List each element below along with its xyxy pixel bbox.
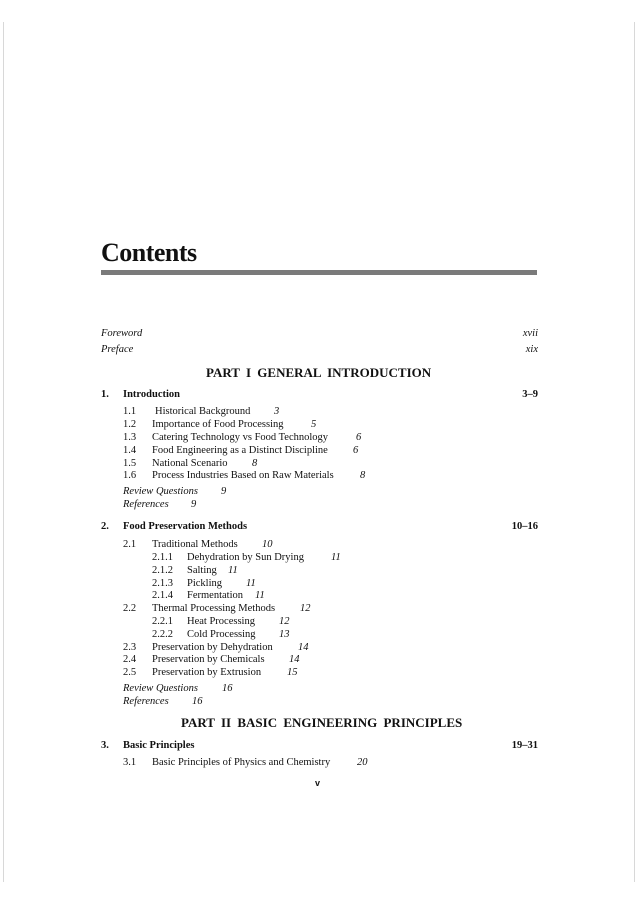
subsection-number: 2.1.2 (152, 565, 173, 576)
toc-foreword-label: Foreword (101, 328, 143, 339)
section-number: 1.1 (123, 406, 137, 417)
subsection-title: Fermentation (187, 590, 243, 601)
review-questions-page: 9 (221, 486, 227, 497)
subsection-page: 11 (246, 578, 256, 589)
part-1-heading: PART I GENERAL INTRODUCTION (206, 365, 432, 380)
subsection-number: 2.1.1 (152, 552, 173, 563)
section-number: 2.4 (123, 654, 137, 665)
subsection-number: 2.1.4 (152, 590, 173, 601)
toc-preface-page: xix (525, 344, 538, 355)
section-number: 1.4 (123, 445, 137, 456)
section-number: 3.1 (123, 757, 137, 768)
review-questions-label: Review Questions (123, 683, 198, 694)
review-questions-label: Review Questions (123, 486, 198, 497)
section-number: 2.1 (123, 539, 137, 550)
chapter-2-title: Food Preservation Methods (123, 521, 248, 532)
section-page: 3 (274, 406, 280, 417)
section-number: 2.2 (123, 603, 137, 614)
references-page: 9 (191, 499, 197, 510)
section-page: 14 (289, 654, 300, 665)
section-page: 6 (356, 432, 362, 443)
section-number: 1.5 (123, 458, 137, 469)
subsection-number: 2.2.1 (152, 616, 173, 627)
subsection-title: Pickling (187, 578, 223, 589)
chapter-1-title: Introduction (123, 389, 180, 400)
subsection-title: Heat Processing (187, 616, 255, 627)
chapter-3-number: 3. (101, 740, 109, 751)
chapter-3-title: Basic Principles (123, 740, 195, 751)
section-title: Importance of Food Processing (152, 419, 284, 430)
section-page: 15 (287, 667, 298, 678)
references-label: References (123, 696, 169, 707)
section-title: Basic Principles of Physics and Chemistry (152, 757, 331, 768)
title-rule (101, 270, 537, 275)
subsection-page: 11 (331, 552, 341, 563)
section-title: National Scenario (152, 458, 228, 469)
section-page: 5 (311, 419, 317, 430)
section-page: 6 (353, 445, 359, 456)
section-page: 20 (357, 757, 368, 768)
section-title: Preservation by Dehydration (152, 642, 273, 653)
toc-foreword-page: xvii (522, 328, 538, 339)
subsection-number: 2.1.3 (152, 578, 173, 589)
toc-preface-label: Preface (101, 344, 134, 355)
page-edge-left (3, 22, 4, 882)
section-title: Catering Technology vs Food Technology (152, 432, 329, 443)
section-number: 2.5 (123, 667, 137, 678)
section-title: Process Industries Based on Raw Materials (152, 470, 334, 481)
subsection-page: 12 (279, 616, 290, 627)
section-page: 14 (298, 642, 309, 653)
section-title: Preservation by Extrusion (152, 667, 262, 678)
subsection-title: Dehydration by Sun Drying (187, 552, 304, 563)
page-title: Contents (101, 238, 197, 267)
subsection-number: 2.2.2 (152, 629, 173, 640)
chapter-2-pages: 10–16 (511, 521, 538, 532)
section-page: 12 (300, 603, 311, 614)
subsection-title: Salting (187, 565, 217, 576)
section-title: Food Engineering as a Distinct Discipline (152, 445, 328, 456)
section-page: 10 (262, 539, 273, 550)
part-2-heading: PART II BASIC ENGINEERING PRINCIPLES (181, 715, 463, 730)
chapter-3-pages: 19–31 (511, 740, 538, 751)
references-page: 16 (192, 696, 203, 707)
references-label: References (123, 499, 169, 510)
chapter-1-number: 1. (101, 389, 109, 400)
chapter-1-pages: 3–9 (522, 389, 538, 400)
subsection-page: 13 (279, 629, 290, 640)
section-title: Historical Background (155, 406, 251, 417)
subsection-page: 11 (255, 590, 265, 601)
section-title: Traditional Methods (152, 539, 238, 550)
subsection-title: Cold Processing (187, 629, 256, 640)
section-number: 2.3 (123, 642, 137, 653)
section-title: Preservation by Chemicals (152, 654, 265, 665)
subsection-page: 11 (228, 565, 238, 576)
section-page: 8 (252, 458, 258, 469)
section-title: Thermal Processing Methods (152, 603, 276, 614)
review-questions-page: 16 (222, 683, 233, 694)
page-number: v (315, 778, 321, 788)
section-number: 1.2 (123, 419, 137, 430)
section-page: 8 (360, 470, 366, 481)
section-number: 1.6 (123, 470, 137, 481)
section-number: 1.3 (123, 432, 137, 443)
chapter-2-number: 2. (101, 521, 109, 532)
page-edge-right (634, 22, 635, 882)
